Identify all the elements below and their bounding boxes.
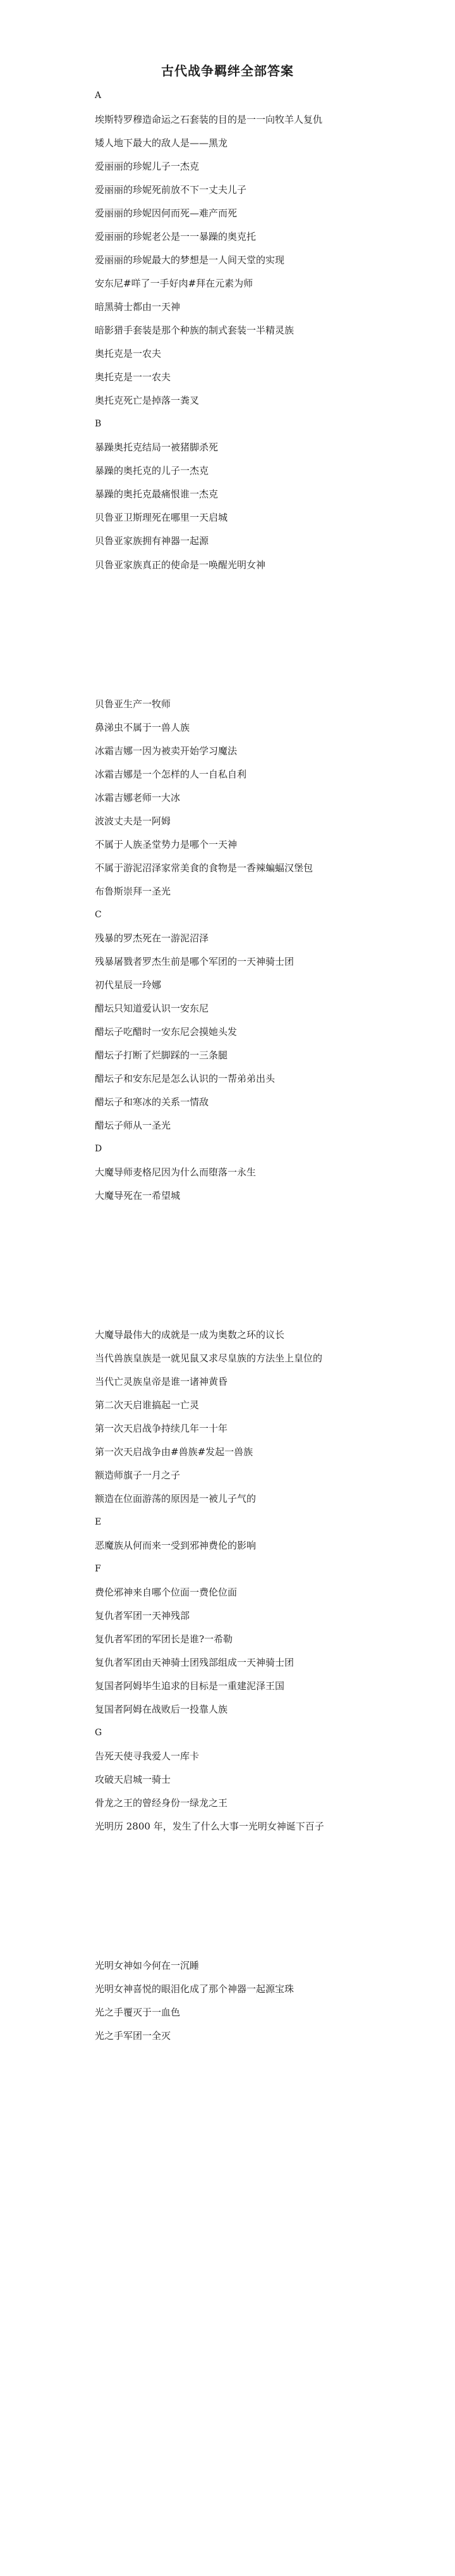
answer-line: 骨龙之王的曾经身份一绿龙之王 bbox=[95, 1797, 228, 1809]
answer-line: 鼻涕虫不属于一兽人族 bbox=[95, 722, 190, 733]
answer-line: 告死天使寻我爱人一库卡 bbox=[95, 1750, 200, 1762]
answer-line: 奥托克死亡是掉落一粪叉 bbox=[95, 395, 200, 406]
answer-line: 恶魔族从何而来一受到邪神费伦的影响 bbox=[95, 1540, 257, 1551]
answer-line: 残暴的罗杰死在一游泥沼泽 bbox=[95, 932, 209, 944]
answer-line: 爱丽丽的珍妮死前放不下一丈夫儿子 bbox=[95, 184, 247, 195]
section-letter: F bbox=[95, 1564, 101, 1574]
answer-line: 波波丈夫是一阿姆 bbox=[95, 815, 171, 827]
answer-line: 第二次天启谁搞起一亡灵 bbox=[95, 1399, 200, 1411]
answer-line: 冰霜吉娜是一个怎样的人一自私自利 bbox=[95, 769, 247, 780]
answer-line: 第一次天启战争由#兽族#发起一兽族 bbox=[95, 1446, 253, 1458]
answer-line: 醋坛子和安东尼是怎么认识的一帮弟弟出头 bbox=[95, 1073, 276, 1084]
answer-line: 当代兽族皇族是一就见鼠又求尽皇族的方法坐上皇位的 bbox=[95, 1353, 323, 1364]
answer-line: 复国者阿姆在战败后一投靠人族 bbox=[95, 1704, 228, 1715]
answer-line: 光之手覆灭于一血色 bbox=[95, 2007, 181, 2018]
answer-line: 初代星辰一玲娜 bbox=[95, 979, 162, 991]
answer-line: 当代亡灵族皇帝是谁一诸神黄昏 bbox=[95, 1376, 228, 1387]
answer-line: 爱丽丽的珍妮最大的梦想是一人间天堂的实现 bbox=[95, 254, 285, 266]
answer-line: 暴躁的奥托克的儿子一杰克 bbox=[95, 465, 209, 476]
answer-line: 矮人地下最大的敌人是——黑龙 bbox=[95, 137, 228, 149]
answer-line: 冰霜吉娜老师一大冰 bbox=[95, 792, 181, 803]
answer-line: 额造师旗子一月之子 bbox=[95, 1470, 181, 1481]
answer-line: 冰霜吉娜一因为被卖开始学习魔法 bbox=[95, 745, 238, 757]
answer-line: 攻破天启城一骑士 bbox=[95, 1774, 171, 1785]
answer-line: 贝鲁亚卫斯理死在哪里一天启城 bbox=[95, 512, 228, 523]
answer-line: 复仇者军团由天神骑士团残部组成一天神骑士团 bbox=[95, 1657, 294, 1668]
answer-line: 安东尼#咩了一手好肉#拜在元素为师 bbox=[95, 278, 253, 289]
answer-line: 光明女神喜悦的眼泪化成了那个神器一起源宝珠 bbox=[95, 1983, 294, 1995]
answer-line: 第一次天启战争持续几年一十年 bbox=[95, 1423, 228, 1434]
answer-line: 额造在位面游荡的原因是一被儿子气的 bbox=[95, 1493, 257, 1504]
answer-line: 奥托克是一一农夫 bbox=[95, 371, 171, 383]
answer-line: 光明历 2800 年，发生了什么大事一光明女神诞下百子 bbox=[95, 1821, 324, 1832]
answer-line: 大魔导最伟大的成就是一成为奥数之环的议长 bbox=[95, 1329, 285, 1341]
answer-line: 复仇者军团一天神残部 bbox=[95, 1610, 190, 1621]
answer-line: 复仇者军团的军团长是谁?一希勒 bbox=[95, 1633, 233, 1645]
answer-line: 贝鲁亚家族真正的使命是一唤醒光明女神 bbox=[95, 559, 266, 571]
answer-line: 光明女神如今何在一沉睡 bbox=[95, 1960, 200, 1971]
answer-line: 醋坛只知道爱认识一安东尼 bbox=[95, 1003, 209, 1014]
answer-line: 不属于游泥沼泽家常美食的食物是一香辣蝙蝠汉堡包 bbox=[95, 862, 313, 874]
answer-line: 爱丽丽的珍妮儿子一杰克 bbox=[95, 161, 200, 172]
answer-line: 爱丽丽的珍妮因何而死—难产而死 bbox=[95, 207, 238, 219]
section-letter: B bbox=[95, 419, 102, 429]
answer-line: 复国者阿姆毕生追求的目标是一重建泥泽王国 bbox=[95, 1680, 285, 1692]
answer-line: 贝鲁亚家族拥有神器一起源 bbox=[95, 535, 209, 547]
answer-line: 爱丽丽的珍妮老公是一一暴躁的奥克托 bbox=[95, 231, 257, 242]
document-title: 古代战争羁绊全部答案 bbox=[161, 63, 294, 78]
answer-line: 暗影猎手套装是那个种族的制式套装一半精灵族 bbox=[95, 325, 294, 336]
answer-line: 大魔导死在一希望城 bbox=[95, 1190, 181, 1201]
section-letter: E bbox=[95, 1517, 102, 1527]
answer-line: 暴躁的奥托克最痛恨谁一杰克 bbox=[95, 488, 219, 500]
answer-line: 暴躁奥托克结局一被猪脚杀死 bbox=[95, 442, 219, 453]
answer-line: 埃斯特罗穆造命运之石套装的目的是一一向牧羊人复仇 bbox=[95, 114, 323, 125]
section-letter: G bbox=[95, 1728, 102, 1738]
answer-line: 奥托克是一农夫 bbox=[95, 348, 162, 359]
section-letter: A bbox=[95, 90, 102, 101]
answer-line: 不属于人族圣堂势力是哪个一天神 bbox=[95, 839, 238, 850]
answer-line: 费伦邪神来自哪个位面一费伦位面 bbox=[95, 1587, 238, 1598]
answer-line: 醋坛子吃醋时一安东尼会摸她头发 bbox=[95, 1026, 238, 1037]
section-letter: C bbox=[95, 910, 102, 920]
answer-line: 布鲁斯崇拜一圣光 bbox=[95, 886, 171, 897]
answer-line: 残暴屠戮者罗杰生前是哪个军团的一天神骑士团 bbox=[95, 956, 294, 967]
answer-line: 大魔导师麦格尼因为什么而堕落一永生 bbox=[95, 1167, 257, 1178]
answer-line: 贝鲁亚生产一牧师 bbox=[95, 698, 171, 710]
answer-line: 醋坛子和寒冰的关系一情敌 bbox=[95, 1096, 209, 1108]
answer-line: 醋坛子师从一圣光 bbox=[95, 1120, 171, 1131]
answer-line: 光之手军团一全灭 bbox=[95, 2030, 171, 2041]
answer-line: 暗黑骑士都由一天神 bbox=[95, 301, 181, 313]
section-letter: D bbox=[95, 1144, 102, 1154]
answer-line: 醋坛子打断了烂脚踩的一三条腿 bbox=[95, 1050, 228, 1061]
